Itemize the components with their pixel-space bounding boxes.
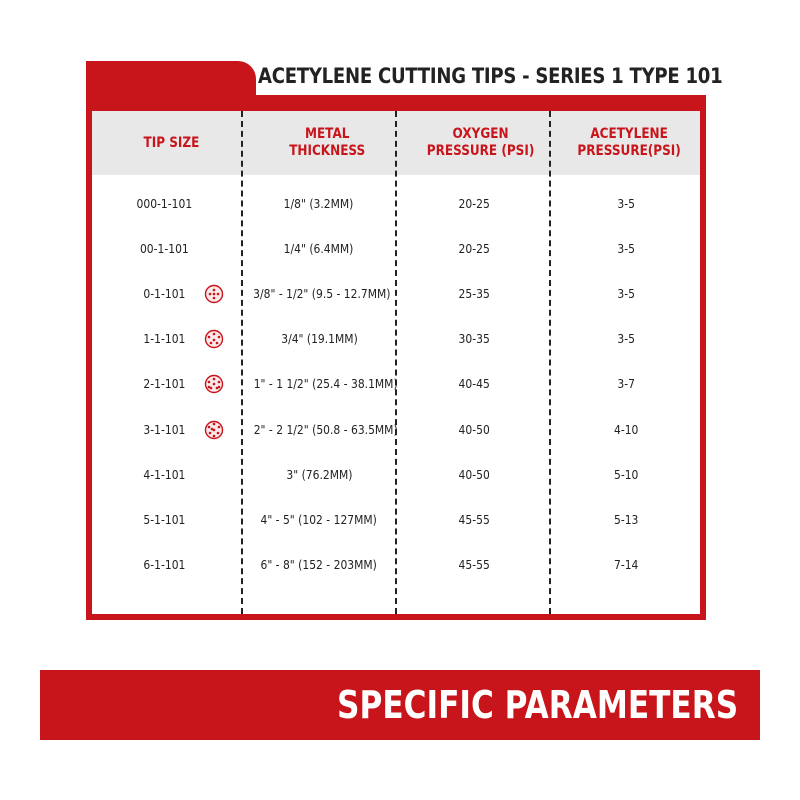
tip-face-1-icon bbox=[204, 329, 224, 349]
page-title: ACETYLENE CUTTING TIPS - SERIES 1 TYPE 101 bbox=[258, 64, 723, 88]
thickness-cell: 1" - 1 1/2" (25.4 - 38.1MM) bbox=[253, 376, 398, 391]
thickness-cell: 1/8" (3.2MM) bbox=[284, 196, 354, 211]
tip-size-cell: 3-1-101 bbox=[143, 422, 185, 437]
tip-size-cell: 0-1-101 bbox=[143, 286, 185, 301]
spec-table bbox=[86, 95, 706, 620]
thickness-cell: 3/4" (19.1MM) bbox=[280, 331, 358, 346]
column-divider bbox=[549, 111, 551, 614]
header-tip-size: TIP SIZE bbox=[143, 134, 199, 151]
acetylene-cell: 3-7 bbox=[617, 376, 635, 391]
oxygen-cell: 20-25 bbox=[458, 196, 490, 211]
acetylene-cell: 4-10 bbox=[613, 422, 639, 437]
acetylene-cell: 3-5 bbox=[617, 196, 635, 211]
tip-size-cell: 4-1-101 bbox=[143, 467, 185, 482]
tip-face-3-icon bbox=[204, 420, 224, 440]
thickness-cell: 1/4" (6.4MM) bbox=[284, 241, 354, 256]
oxygen-cell: 25-35 bbox=[458, 286, 490, 301]
acetylene-cell: 7-14 bbox=[613, 557, 639, 572]
thickness-cell: 3" (76.2MM) bbox=[285, 467, 353, 482]
acetylene-cell: 3-5 bbox=[617, 331, 635, 346]
tip-face-0-icon bbox=[204, 284, 224, 304]
oxygen-cell: 30-35 bbox=[458, 331, 490, 346]
tip-size-cell: 1-1-101 bbox=[143, 331, 185, 346]
acetylene-cell: 3-5 bbox=[617, 286, 635, 301]
column-divider bbox=[241, 111, 243, 614]
thickness-cell: 3/8" - 1/2" (9.5 - 12.7MM) bbox=[253, 286, 391, 301]
acetylene-cell: 3-5 bbox=[617, 241, 635, 256]
oxygen-cell: 40-45 bbox=[458, 376, 490, 391]
tip-size-cell: 000-1-101 bbox=[136, 196, 192, 211]
oxygen-cell: 20-25 bbox=[458, 241, 490, 256]
tip-size-cell: 2-1-101 bbox=[143, 376, 185, 391]
bottom-banner bbox=[40, 670, 760, 740]
oxygen-cell: 40-50 bbox=[458, 422, 490, 437]
tip-size-cell: 5-1-101 bbox=[143, 512, 185, 527]
header-oxygen-pressure: OXYGEN PRESSURE (PSI) bbox=[427, 126, 535, 159]
thickness-cell: 2" - 2 1/2" (50.8 - 63.5MM) bbox=[253, 422, 398, 437]
tip-size-cell: 00-1-101 bbox=[139, 241, 189, 256]
column-divider bbox=[395, 111, 397, 614]
header-acetylene-pressure: ACETYLENE PRESSURE(PSI) bbox=[577, 126, 681, 159]
banner-title: SPECIFIC PARAMETERS bbox=[336, 683, 738, 727]
oxygen-cell: 45-55 bbox=[458, 512, 490, 527]
oxygen-cell: 40-50 bbox=[458, 467, 490, 482]
thickness-cell: 6" - 8" (152 - 203MM) bbox=[260, 557, 378, 572]
tip-size-cell: 6-1-101 bbox=[143, 557, 185, 572]
thickness-cell: 4" - 5" (102 - 127MM) bbox=[260, 512, 378, 527]
acetylene-cell: 5-10 bbox=[613, 467, 639, 482]
header-metal-thickness: METAL THICKNESS bbox=[288, 126, 366, 159]
oxygen-cell: 45-55 bbox=[458, 557, 490, 572]
acetylene-cell: 5-13 bbox=[613, 512, 639, 527]
tip-face-2-icon bbox=[204, 374, 224, 394]
